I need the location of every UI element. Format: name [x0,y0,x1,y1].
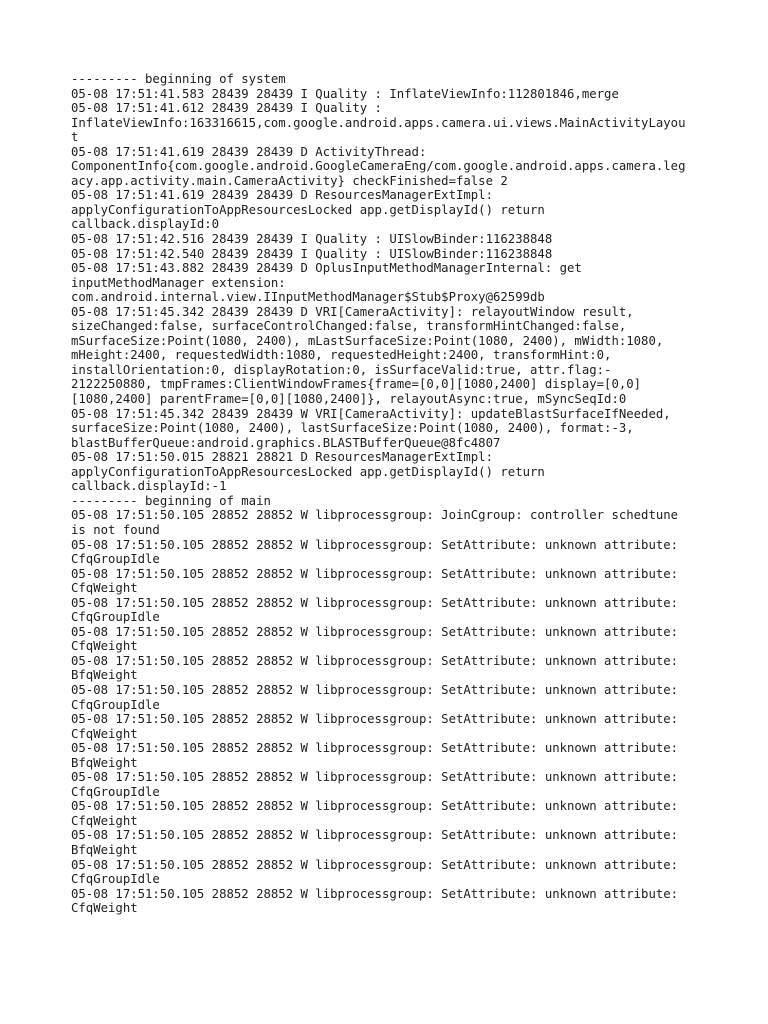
log-line: CfqGroupIdle [71,610,160,625]
log-line: BfqWeight [71,755,138,770]
log-line: 05-08 17:51:50.105 28852 28852 W libprocessgroup: SetAttribute: unknown attribute: [71,595,679,610]
log-line: CfqGroupIdle [71,872,160,887]
log-line: 05-08 17:51:42.516 28439 28439 I Quality : UISlowBinder:116238848 [71,232,553,247]
log-line: 05-08 17:51:50.105 28852 28852 W libprocessgroup: SetAttribute: unknown attribute: [71,566,679,581]
log-line: 05-08 17:51:50.105 28852 28852 W libprocessgroup: SetAttribute: unknown attribute: [71,537,679,552]
log-line: 05-08 17:51:41.619 28439 28439 D ResourcesManagerExtImpl: [71,188,493,203]
log-line: CfqWeight [71,581,138,596]
log-line: 05-08 17:51:50.105 28852 28852 W libprocessgroup: SetAttribute: unknown attribute: [71,857,679,872]
log-line: 05-08 17:51:50.105 28852 28852 W libprocessgroup: SetAttribute: unknown attribute: [71,828,679,843]
log-line: CfqWeight [71,813,138,828]
log-line: --------- beginning of system [71,72,286,86]
log-line: 2122250880, tmpFrames:ClientWindowFrames{frame=[0,0][1080,2400] display=[0,0] [71,377,642,392]
log-line: t [71,130,79,145]
log-line: CfqGroupIdle [71,784,160,799]
log-line: is not found [71,522,160,537]
log-line: BfqWeight [71,668,138,683]
log-line: 05-08 17:51:50.105 28852 28852 W libprocessgroup: SetAttribute: unknown attribute: [71,741,679,756]
log-line: CfqWeight [71,639,138,654]
log-line: 05-08 17:51:50.105 28852 28852 W libprocessgroup: SetAttribute: unknown attribute: [71,770,679,785]
log-line: mHeight:2400, requestedWidth:1080, requestedHeight:2400, transformHint:0, [71,348,612,363]
log-line: mSurfaceSize:Point(1080, 2400), mLastSurfaceSize:Point(1080, 2400), mWidth:1080, [71,333,664,348]
log-line: 05-08 17:51:41.619 28439 28439 D ActivityThread: [71,144,427,159]
log-line: com.android.internal.view.IInputMethodManager$Stub$Proxy@62599db [71,290,545,305]
log-line: BfqWeight [71,842,138,857]
log-line: 05-08 17:51:50.105 28852 28852 W libprocessgroup: SetAttribute: unknown attribute: [71,624,679,639]
log-line: installOrientation:0, displayRotation:0, isSurfaceValid:true, attr.flag:- [71,362,612,377]
log-line: 05-08 17:51:43.882 28439 28439 D OplusInputMethodManagerInternal: get [71,261,582,276]
log-line: 05-08 17:51:42.540 28439 28439 I Quality : UISlowBinder:116238848 [71,246,553,261]
log-line: 05-08 17:51:41.583 28439 28439 I Quality : InflateViewInfo:112801846,merge [71,86,619,101]
log-line: applyConfigurationToAppResourcesLocked app.getDisplayId() return [71,202,545,217]
log-line: 05-08 17:51:50.105 28852 28852 W libprocessgroup: JoinCgroup: controller schedtune [71,508,679,523]
log-line: [1080,2400] parentFrame=[0,0][1080,2400]}, relayoutAsync:true, mSyncSeqId:0 [71,392,627,407]
log-line: CfqGroupIdle [71,697,160,712]
log-line: ComponentInfo{com.google.android.GoogleCameraEng/com.google.android.apps.camera.leg [71,159,686,174]
log-line: callback.displayId:0 [71,217,220,232]
log-line: 05-08 17:51:50.105 28852 28852 W libprocessgroup: SetAttribute: unknown attribute: [71,653,679,668]
log-line: 05-08 17:51:50.105 28852 28852 W libprocessgroup: SetAttribute: unknown attribute: [71,712,679,727]
log-line: 05-08 17:51:50.105 28852 28852 W libprocessgroup: SetAttribute: unknown attribute: [71,799,679,814]
log-line: CfqWeight [71,901,138,916]
log-line: surfaceSize:Point(1080, 2400), lastSurfaceSize:Point(1080, 2400), format:-3, [71,421,634,436]
log-line: 05-08 17:51:50.015 28821 28821 D ResourcesManagerExtImpl: [71,450,493,465]
log-text-block [71,72,701,916]
log-line: CfqGroupIdle [71,552,160,567]
log-line: InflateViewInfo:163316615,com.google.android.apps.camera.ui.views.MainActivityLayou [71,115,686,130]
log-line: 05-08 17:51:45.342 28439 28439 D VRI[CameraActivity]: relayoutWindow result, [71,304,634,319]
log-line: 05-08 17:51:45.342 28439 28439 W VRI[CameraActivity]: updateBlastSurfaceIfNeeded, [71,406,671,421]
log-line: 05-08 17:51:50.105 28852 28852 W libprocessgroup: SetAttribute: unknown attribute: [71,886,679,901]
log-line: --------- beginning of main [71,493,271,508]
log-line: 05-08 17:51:41.612 28439 28439 I Quality : [71,101,382,116]
log-line: callback.displayId:-1 [71,479,227,494]
log-line: sizeChanged:false, surfaceControlChanged:false, transformHintChanged:false, [71,319,627,334]
log-line: 05-08 17:51:50.105 28852 28852 W libprocessgroup: SetAttribute: unknown attribute: [71,682,679,697]
log-line: applyConfigurationToAppResourcesLocked app.getDisplayId() return [71,464,545,479]
log-line: blastBufferQueue:android.graphics.BLASTBufferQueue@8fc4807 [71,435,501,450]
log-line: inputMethodManager extension: [71,275,286,290]
log-line: CfqWeight [71,726,138,741]
log-line: acy.app.activity.main.CameraActivity} checkFinished=false 2 [71,173,508,188]
